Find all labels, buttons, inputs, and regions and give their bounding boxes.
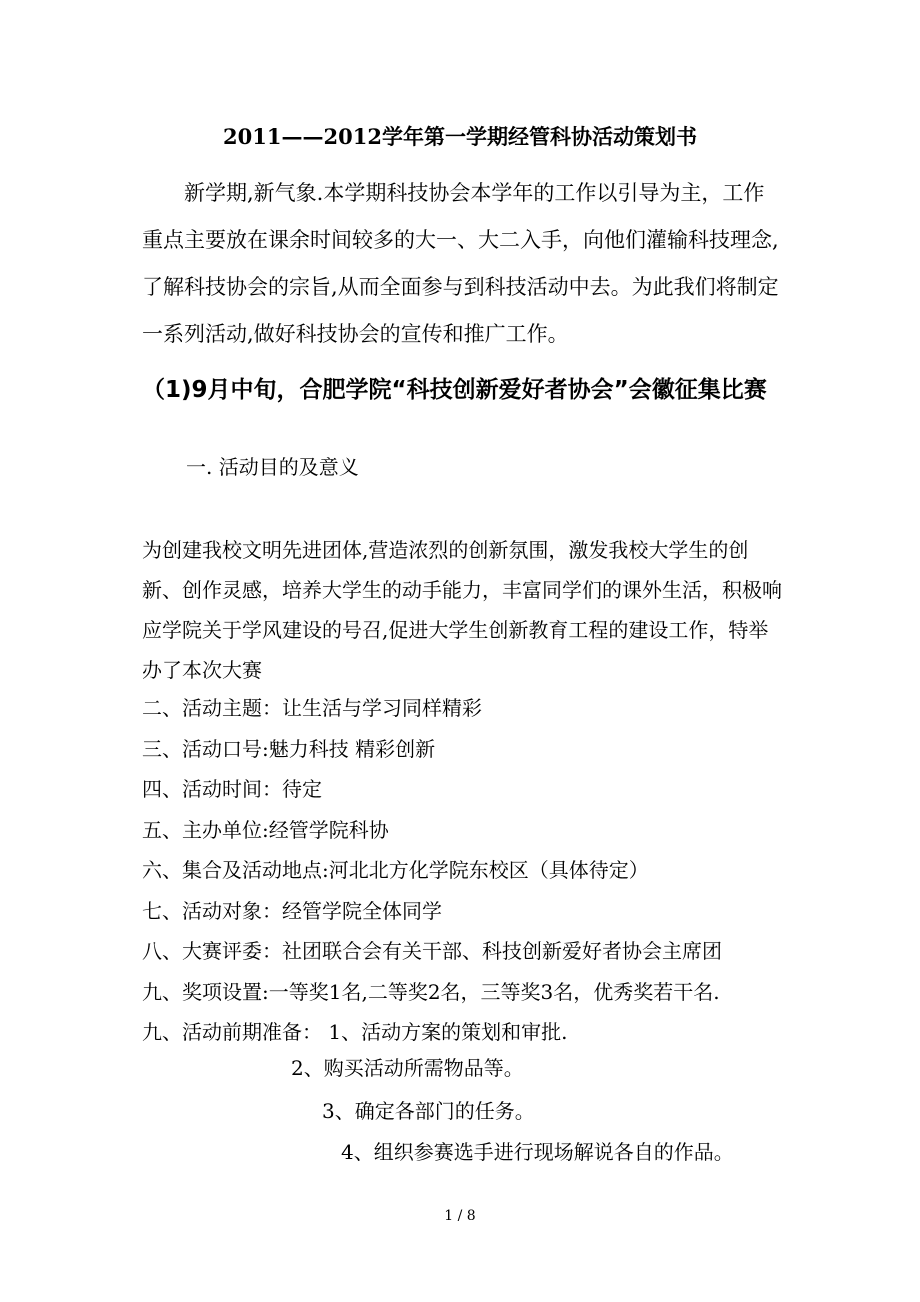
list-item-theme: 二、活动主题：让生活与学习同样精彩: [142, 696, 482, 720]
prep-step-4: 4、组织参赛选手进行现场解说各自的作品。: [341, 1140, 734, 1164]
list-item-audience: 七、活动对象：经管学院全体同学: [142, 898, 442, 923]
purpose-paragraph: 为创建我校文明先进团体,营造浓烈的创新氛围，激发我校大学生的创新、创作灵感，培养大学生的动手能力，丰富同学们的课外生活，积极响应学院关于学风建设的号召,促进大学生创新教育工程的建设工作，特举办了本次大赛: [142, 538, 782, 682]
sub-heading-purpose: 一. 活动目的及意义: [186, 455, 359, 479]
list-item-preparation: 九、活动前期准备： 1、活动方案的策划和审批.: [142, 1020, 568, 1044]
list-item-time: 四、活动时间：待定: [142, 777, 322, 801]
list-item-location: 六、集合及活动地点:河北北方化学院东校区（具体待定）: [142, 858, 649, 882]
activity-details-list: [142, 688, 782, 1053]
list-item-organizer: 五、主办单位:经管学院科协: [142, 817, 389, 842]
list-item-judges: 八、大赛评委：社团联合会有关干部、科技创新爱好者协会主席团: [142, 939, 722, 963]
section-heading: （1)9月中旬，合肥学院“科技创新爱好者协会”会徽征集比赛: [142, 377, 767, 403]
list-item-slogan: 三、活动口号:魅力科技 精彩创新: [142, 736, 436, 761]
intro-paragraph: 新学期,新气象.本学期科技协会本学年的工作以引导为主，工作重点主要放在课余时间较多的大一、大二入手，向他们灌输科技理念,了解科技协会的宗旨,从而全面参与到科技活动中去。为此我们将制定一系列活动,做好科技协会的宣传和推广工作。: [142, 181, 779, 346]
document-title: 2011——2012学年第一学期经管科协活动策划书: [223, 124, 697, 149]
page-number: 1 / 8: [444, 1208, 476, 1224]
prep-step-3: 3、确定各部门的任务。: [322, 1099, 535, 1123]
list-item-awards: 九、奖项设置:一等奖1名,二等奖2名，三等奖3名，优秀奖若干名.: [142, 979, 720, 1004]
prep-step-2: 2、购买活动所需物品等。: [291, 1056, 524, 1080]
